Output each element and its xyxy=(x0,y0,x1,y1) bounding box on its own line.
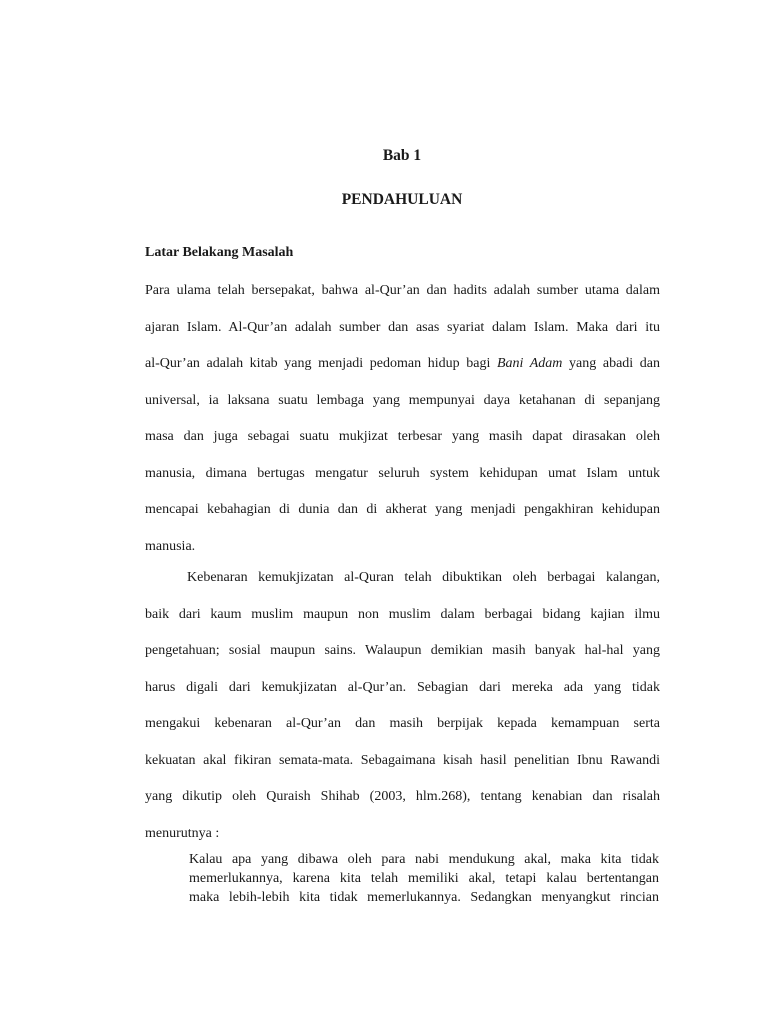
paragraph-line: harus digali dari kemukjizatan al-Qur’an. Sebagian dari mereka ada yang tidak xyxy=(145,679,660,695)
paragraph-line: mencapai kebahagian di dunia dan di akherat yang menjadi pengakhiran kehidupan xyxy=(145,502,660,517)
paragraph-2 xyxy=(145,560,660,852)
paragraph-line: masa dan juga sebagai suatu mukjizat terbesar yang masih dapat dirasakan oleh xyxy=(145,429,660,444)
line-text: al-Qur’an adalah kitab yang menjadi pedoman hidup bagi xyxy=(145,356,497,371)
chapter-title: PENDAHULUAN xyxy=(341,191,463,208)
quote-line: Kalau apa yang dibawa oleh para nabi mendukung akal, maka kita tidak xyxy=(189,852,659,867)
chapter-number: Bab 1 xyxy=(382,147,422,164)
quote-line: maka lebih-lebih kita tidak memerlukannya. Sedangkan menyangkut rincian xyxy=(189,890,659,905)
block-quote xyxy=(189,850,659,907)
paragraph-line: manusia. xyxy=(145,538,196,554)
quote-line: memerlukannya, karena kita telah memiliki akal, tetapi kalau bertentangan xyxy=(189,871,659,886)
paragraph-line: menurutnya : xyxy=(145,825,220,841)
paragraph-line: Kebenaran kemukjizatan al-Quran telah dibuktikan oleh berbagai kalangan, xyxy=(187,570,660,585)
paragraph-line: ajaran Islam. Al-Qur’an adalah sumber dan asas syariat dalam Islam. Maka dari itu xyxy=(145,319,660,335)
italic-term: Bani Adam xyxy=(496,356,563,371)
paragraph-line: kekuatan akal fikiran semata-mata. Sebagaimana kisah hasil penelitian Ibnu Rawandi xyxy=(145,752,660,768)
paragraph-line: mengakui kebenaran al-Qur’an dan masih berpijak kepada kemampuan serta xyxy=(145,716,660,731)
paragraph-line: pengetahuan; sosial maupun sains. Walaupun demikian masih banyak hal-hal yang xyxy=(145,643,660,658)
paragraph-line xyxy=(145,346,660,383)
paragraph-line: baik dari kaum muslim maupun non muslim dalam berbagai bidang kajian ilmu xyxy=(145,606,660,622)
paragraph-line: Para ulama telah bersepakat, bahwa al-Qur’an dan hadits adalah sumber utama dalam xyxy=(145,283,660,298)
paragraph-1 xyxy=(145,273,660,565)
paragraph-line: universal, ia laksana suatu lembaga yang mempunyai daya ketahanan di sepanjang xyxy=(145,392,660,408)
paragraph-line: manusia, dimana bertugas mengatur seluruh system kehidupan umat Islam untuk xyxy=(145,465,660,481)
section-heading: Latar Belakang Masalah xyxy=(145,245,294,260)
line-text: yang abadi dan xyxy=(562,356,660,371)
paragraph-line: yang dikutip oleh Quraish Shihab (2003, hlm.268), tentang kenabian dan risalah xyxy=(145,789,660,804)
